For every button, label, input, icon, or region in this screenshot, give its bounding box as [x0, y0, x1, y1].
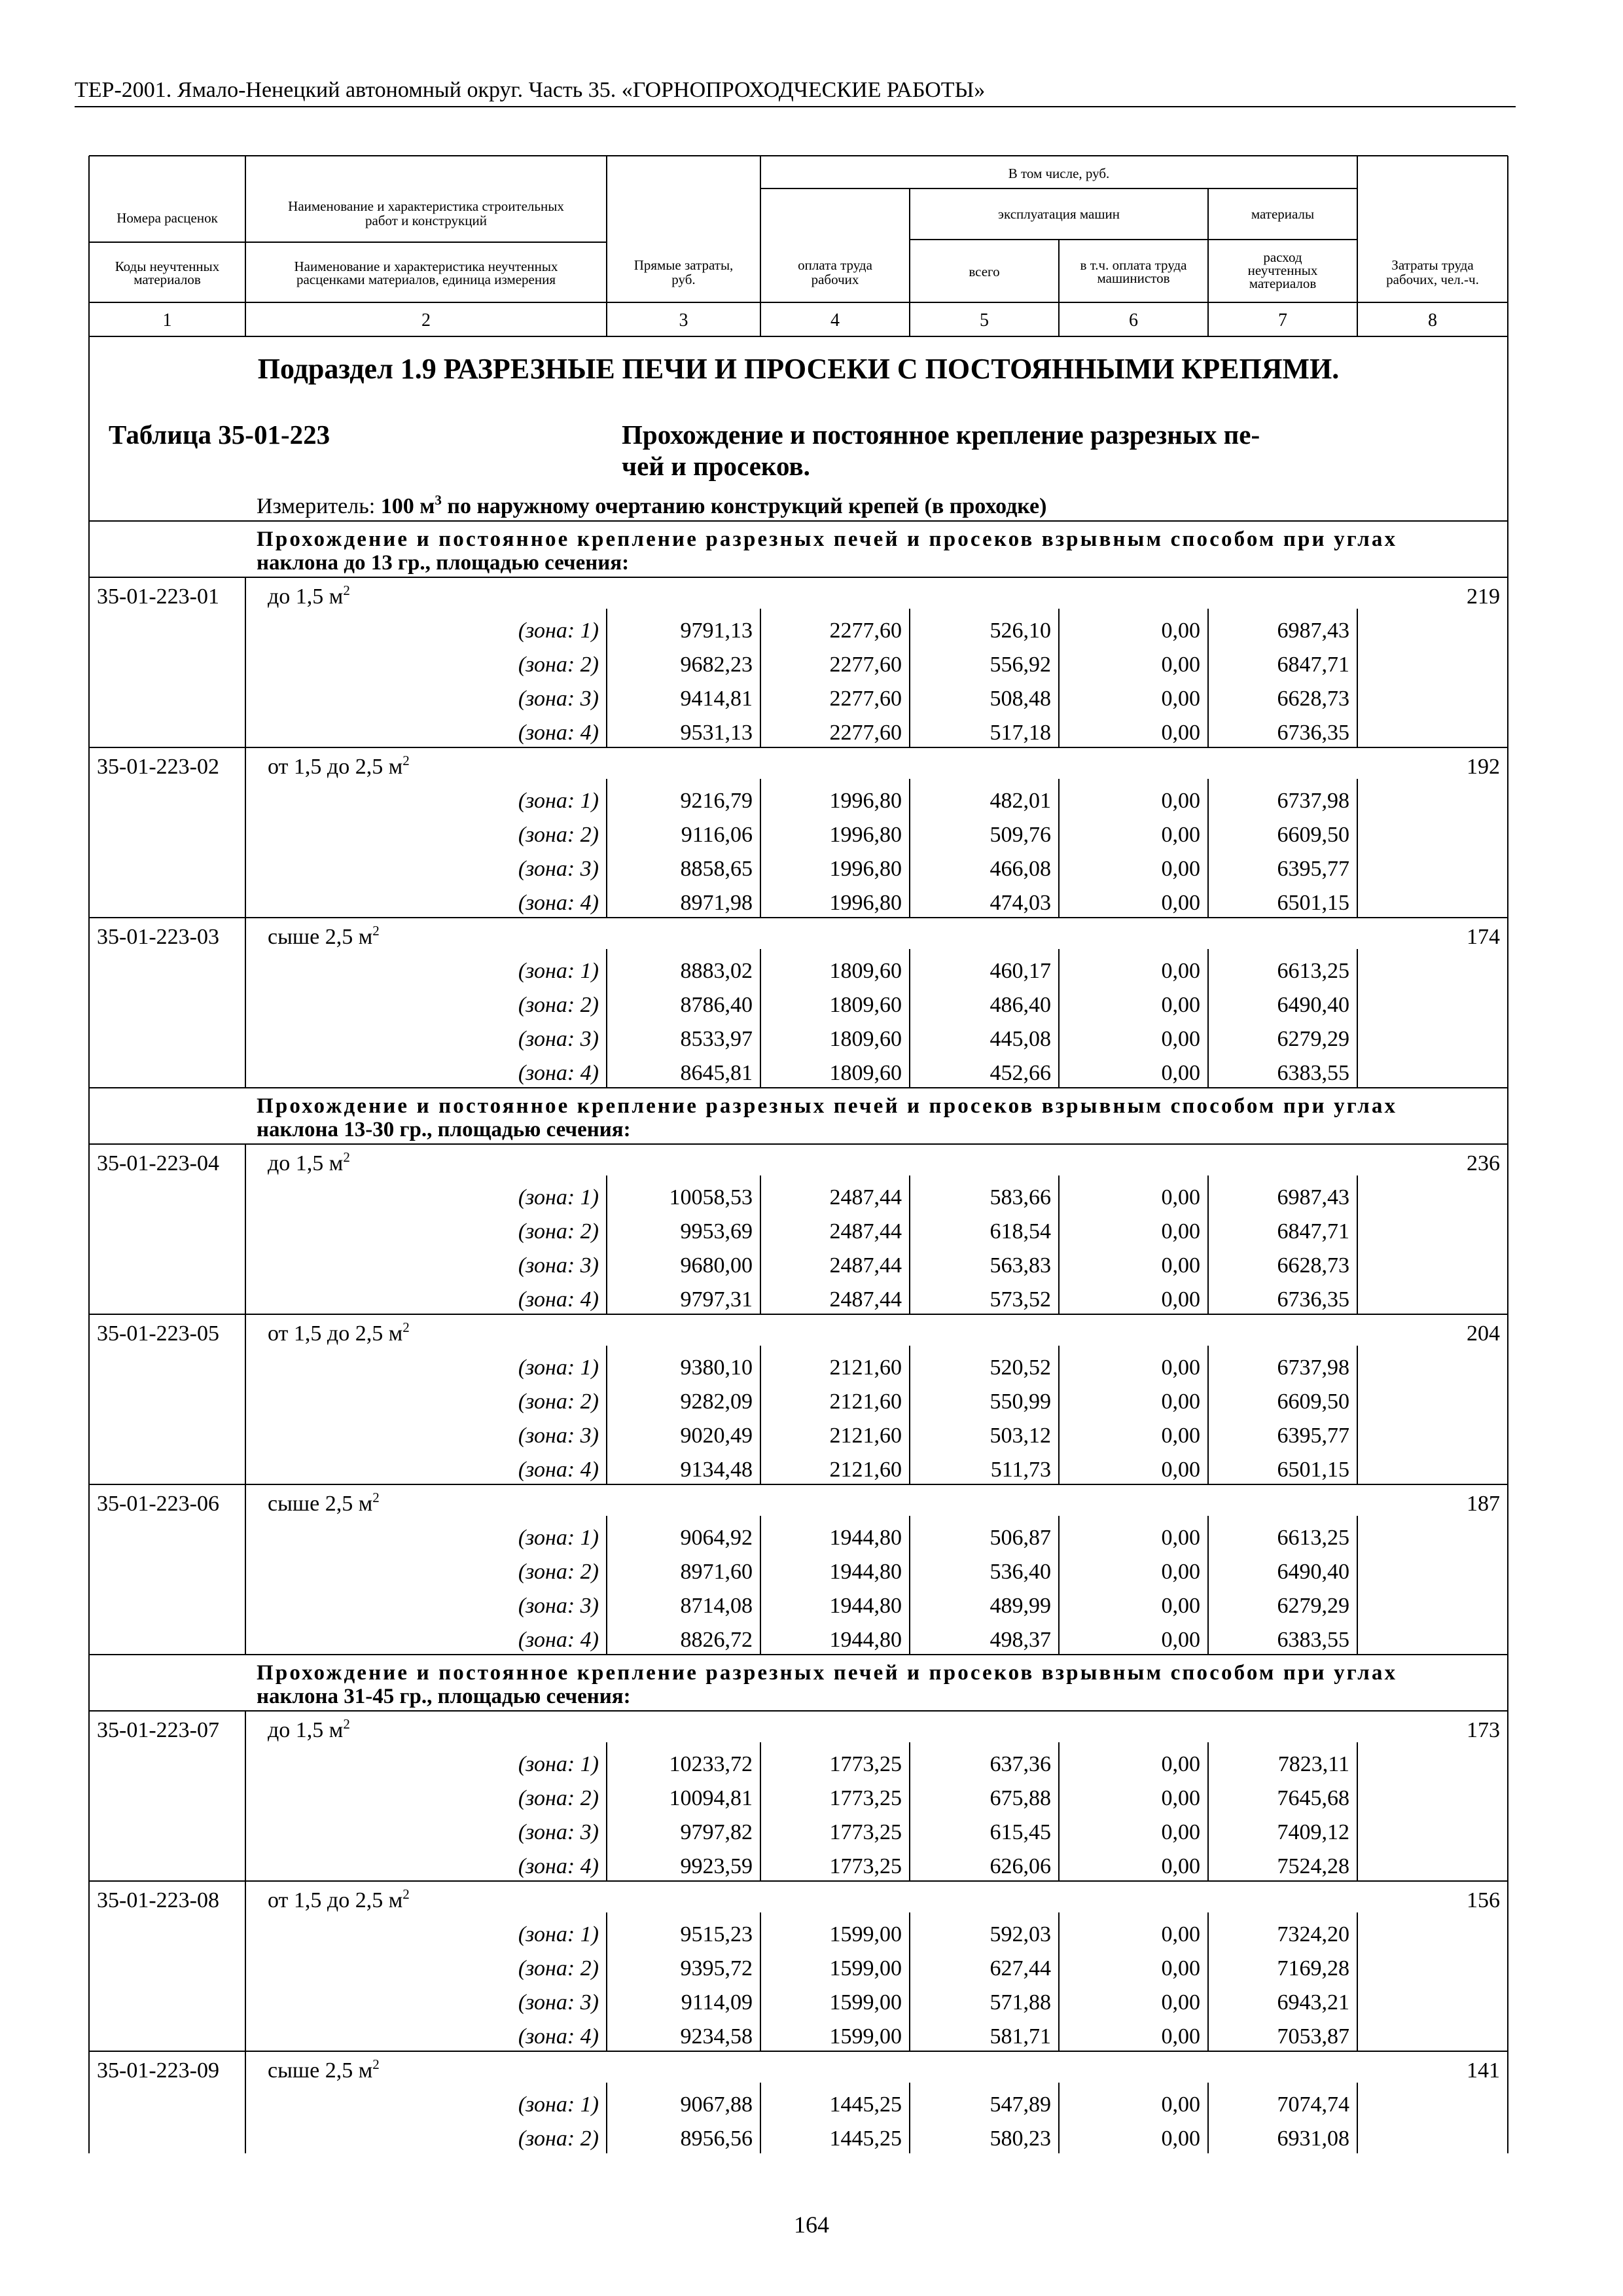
cost-value: 2121,60: [829, 1355, 902, 1380]
cost-value: 9531,13: [680, 721, 753, 745]
zone-label: (зона: 2): [518, 1956, 599, 1981]
zone-label: (зона: 1): [518, 619, 599, 643]
cost-value: 0,00: [1161, 1390, 1200, 1414]
cost-value: 9067,88: [680, 2092, 753, 2117]
zone-label: (зона: 3): [518, 687, 599, 711]
cost-value: 8645,81: [680, 1061, 753, 1085]
column-number: 8: [1428, 310, 1437, 331]
cost-value: 6501,15: [1277, 891, 1349, 915]
cost-value: 7524,28: [1277, 1854, 1349, 1878]
header-unaccounted-materials: расход: [1263, 249, 1302, 265]
cost-value: 9395,72: [680, 1956, 753, 1981]
cost-value: 1445,25: [829, 2092, 902, 2117]
cost-value: 1599,00: [829, 1956, 902, 1981]
cost-value: 675,88: [990, 1786, 1051, 1810]
section-size: до 1,5 $м^2$: [268, 1149, 350, 1175]
header-labor-costs: рабочих, чел.-ч.: [1386, 272, 1479, 287]
cost-value: 1944,80: [829, 1628, 902, 1652]
unit-of-measure: Измеритель: 100 $м^3$ по наружному очертанию конструкций крепей (в проходке): [257, 492, 1047, 518]
zone-label: (зона: 2): [518, 1560, 599, 1584]
cost-value: 6490,40: [1277, 993, 1349, 1017]
section-title: Подраздел 1.9 РАЗРЕЗНЫЕ ПЕЧИ И ПРОСЕКИ С ПОСТОЯННЫМИ КРЕПЯМИ.: [257, 353, 1340, 385]
zone-label: (зона: 1): [518, 1526, 599, 1550]
cost-value: 6736,35: [1277, 721, 1349, 745]
cost-value: 6279,29: [1277, 1594, 1349, 1618]
group-caption: наклона 13-30 гр., площадью сечения:: [257, 1118, 631, 1141]
cost-value: 0,00: [1161, 1355, 1200, 1380]
zone-label: (зона: 2): [518, 1390, 599, 1414]
cost-value: 6736,35: [1277, 1287, 1349, 1312]
cost-value: 1944,80: [829, 1594, 902, 1618]
cost-value: 9116,06: [681, 823, 753, 847]
section-size: сыше 2,5 $м^2$: [268, 2056, 380, 2083]
cost-value: 1445,25: [829, 2126, 902, 2151]
cost-value: 1809,60: [829, 959, 902, 983]
zone-label: (зона: 2): [518, 2126, 599, 2151]
cost-value: 0,00: [1161, 1424, 1200, 1448]
cost-value: 550,99: [990, 1390, 1051, 1414]
cost-value: 1944,80: [829, 1526, 902, 1550]
cost-value: 9515,23: [680, 1922, 753, 1946]
cost-value: 0,00: [1161, 2024, 1200, 2049]
cost-value: 563,83: [990, 1253, 1051, 1278]
cost-value: 9923,59: [680, 1854, 753, 1878]
cost-value: 517,18: [990, 721, 1051, 745]
cost-value: 7823,11: [1277, 1752, 1349, 1776]
column-number: 6: [1129, 310, 1138, 331]
header-machinist-pay: машинистов: [1097, 270, 1170, 286]
cost-value: 9282,09: [680, 1390, 753, 1414]
zone-label: (зона: 4): [518, 1061, 599, 1085]
cost-value: 10058,53: [669, 1185, 753, 1210]
page-header: ТЕР-2001. Ямало-Ненецкий автономный округ. Часть 35. «ГОРНОПРОХОДЧЕСКИЕ РАБОТЫ»: [75, 77, 1516, 107]
cost-value: 6501,15: [1277, 1458, 1349, 1482]
cost-value: 2277,60: [829, 619, 902, 643]
cost-value: 8786,40: [680, 993, 753, 1017]
cost-value: 573,52: [990, 1287, 1051, 1312]
cost-value: 0,00: [1161, 1990, 1200, 2015]
cost-value: 6931,08: [1277, 2126, 1349, 2151]
zone-label: (зона: 1): [518, 789, 599, 813]
cost-value: 8858,65: [680, 857, 753, 881]
header-worker-pay: рабочих: [811, 272, 859, 287]
cost-value: 0,00: [1161, 1820, 1200, 1844]
cost-value: 1773,25: [829, 1786, 902, 1810]
zone-label: (зона: 2): [518, 653, 599, 677]
cost-value: 0,00: [1161, 959, 1200, 983]
header-work-name: Наименование и характеристика строительных: [288, 198, 564, 214]
header-machine-operation: эксплуатация машин: [998, 206, 1120, 222]
cost-value: 9797,82: [680, 1820, 753, 1844]
cost-value: 506,87: [990, 1526, 1051, 1550]
cost-value: 9797,31: [680, 1287, 753, 1312]
cost-value: 460,17: [990, 959, 1051, 983]
header-materials: материалы: [1251, 206, 1315, 222]
cost-value: 618,54: [990, 1219, 1051, 1244]
labor-cost: 156: [1467, 1888, 1500, 1912]
column-number: 5: [980, 310, 989, 331]
header-work-name: работ и конструкций: [365, 213, 487, 228]
cost-value: 2277,60: [829, 721, 902, 745]
cost-value: 6609,50: [1277, 1390, 1349, 1414]
cost-value: 10233,72: [669, 1752, 753, 1776]
cost-value: 474,03: [990, 891, 1051, 915]
header-material-name: расценками материалов, единица измерения: [296, 272, 556, 287]
cost-value: 0,00: [1161, 1956, 1200, 1981]
cost-value: 7409,12: [1277, 1820, 1349, 1844]
zone-label: (зона: 2): [518, 993, 599, 1017]
cost-value: 0,00: [1161, 687, 1200, 711]
cost-value: 627,44: [990, 1956, 1051, 1981]
cost-value: 0,00: [1161, 1854, 1200, 1878]
cost-value: 9953,69: [680, 1219, 753, 1244]
zone-label: (зона: 3): [518, 1027, 599, 1051]
section-size: от 1,5 до 2,5 $м^2$: [268, 1886, 410, 1912]
cost-value: 526,10: [990, 619, 1051, 643]
header-machinist-pay: в т.ч. оплата труда: [1080, 257, 1187, 273]
cost-value: 9380,10: [680, 1355, 753, 1380]
cost-value: 6847,71: [1277, 1219, 1349, 1244]
header-material-codes: Коды неучтенных: [115, 259, 220, 274]
zone-label: (зона: 4): [518, 2024, 599, 2049]
section-size: от 1,5 до 2,5 $м^2$: [268, 1319, 410, 1346]
rate-code: 35-01-223-08: [97, 1888, 219, 1912]
cost-value: 8971,60: [680, 1560, 753, 1584]
section-size: от 1,5 до 2,5 $м^2$: [268, 753, 410, 779]
labor-cost: 187: [1467, 1492, 1500, 1516]
cost-value: 0,00: [1161, 1628, 1200, 1652]
cost-value: 1996,80: [829, 789, 902, 813]
cost-value: 7324,20: [1277, 1922, 1349, 1946]
header-direct-costs: Прямые затраты,: [633, 257, 734, 273]
rate-code: 35-01-223-09: [97, 2058, 219, 2083]
cost-value: 503,12: [990, 1424, 1051, 1448]
zone-label: (зона: 3): [518, 1594, 599, 1618]
rate-code: 35-01-223-03: [97, 925, 219, 949]
column-number: 7: [1278, 310, 1287, 331]
cost-value: 1773,25: [829, 1752, 902, 1776]
cost-value: 0,00: [1161, 721, 1200, 745]
header-material-codes: материалов: [134, 272, 201, 287]
cost-value: 6395,77: [1277, 857, 1349, 881]
cost-value: 8533,97: [680, 1027, 753, 1051]
cost-value: 0,00: [1161, 789, 1200, 813]
section-size: до 1,5 $м^2$: [268, 583, 350, 609]
cost-value: 9414,81: [680, 687, 753, 711]
cost-value: 2277,60: [829, 653, 902, 677]
cost-value: 1599,00: [829, 1990, 902, 2015]
cost-value: 1773,25: [829, 1854, 902, 1878]
header-material-name: Наименование и характеристика неучтенных: [294, 259, 558, 274]
cost-value: 592,03: [990, 1922, 1051, 1946]
group-caption: Прохождение и постоянное крепление разрезных печей и просеков взрывным способом при углах: [257, 1661, 1395, 1685]
cost-value: 511,73: [990, 1458, 1051, 1482]
cost-value: 0,00: [1161, 1458, 1200, 1482]
zone-label: (зона: 4): [518, 1854, 599, 1878]
cost-value: 6279,29: [1277, 1027, 1349, 1051]
cost-value: 7645,68: [1277, 1786, 1349, 1810]
labor-cost: 204: [1467, 1321, 1500, 1346]
cost-value: 615,45: [990, 1820, 1051, 1844]
zone-label: (зона: 1): [518, 1922, 599, 1946]
rate-code: 35-01-223-07: [97, 1718, 219, 1742]
section-size: сыше 2,5 $м^2$: [268, 1490, 380, 1516]
cost-value: 8971,98: [680, 891, 753, 915]
labor-cost: 236: [1467, 1151, 1500, 1175]
table-title: Прохождение и постоянное крепление разрезных пе-: [622, 420, 1260, 450]
header-direct-costs: руб.: [671, 272, 696, 287]
cost-value: 8883,02: [680, 959, 753, 983]
cost-value: 556,92: [990, 653, 1051, 677]
cost-value: 498,37: [990, 1628, 1051, 1652]
cost-value: 7169,28: [1277, 1956, 1349, 1981]
cost-value: 2121,60: [829, 1390, 902, 1414]
cost-value: 583,66: [990, 1185, 1051, 1210]
column-number: 4: [830, 310, 840, 331]
zone-label: (зона: 3): [518, 1990, 599, 2015]
cost-value: 6987,43: [1277, 619, 1349, 643]
group-caption: Прохождение и постоянное крепление разрезных печей и просеков взрывным способом при углах: [257, 528, 1395, 551]
column-number: 1: [162, 310, 172, 331]
cost-value: 6737,98: [1277, 1355, 1349, 1380]
cost-value: 637,36: [990, 1752, 1051, 1776]
cost-value: 536,40: [990, 1560, 1051, 1584]
header-worker-pay: оплата труда: [798, 257, 872, 273]
group-caption: наклона 31-45 гр., площадью сечения:: [257, 1685, 631, 1708]
section-size: до 1,5 $м^2$: [268, 1716, 350, 1742]
cost-value: 0,00: [1161, 1253, 1200, 1278]
cost-value: 8826,72: [680, 1628, 753, 1652]
cost-value: 6613,25: [1277, 1526, 1349, 1550]
labor-cost: 174: [1467, 925, 1500, 949]
cost-value: 9682,23: [680, 653, 753, 677]
cost-value: 0,00: [1161, 1922, 1200, 1946]
cost-value: 2121,60: [829, 1424, 902, 1448]
cost-value: 466,08: [990, 857, 1051, 881]
cost-value: 520,52: [990, 1355, 1051, 1380]
cost-value: 9234,58: [680, 2024, 753, 2049]
cost-value: 482,01: [990, 789, 1051, 813]
cost-value: 571,88: [990, 1990, 1051, 2015]
cost-value: 0,00: [1161, 1219, 1200, 1244]
cost-value: 9064,92: [680, 1526, 753, 1550]
rate-code: 35-01-223-01: [97, 584, 219, 609]
cost-value: 0,00: [1161, 1786, 1200, 1810]
zone-label: (зона: 1): [518, 2092, 599, 2117]
labor-cost: 192: [1467, 755, 1500, 779]
cost-value: 1944,80: [829, 1560, 902, 1584]
zone-label: (зона: 1): [518, 1355, 599, 1380]
cost-value: 9791,13: [680, 619, 753, 643]
labor-cost: 173: [1467, 1718, 1500, 1742]
zone-label: (зона: 3): [518, 857, 599, 881]
cost-value: 9134,48: [680, 1458, 753, 1482]
cost-value: 1809,60: [829, 1027, 902, 1051]
header-included-group: В том числе, руб.: [1008, 166, 1110, 181]
zone-label: (зона: 2): [518, 1219, 599, 1244]
cost-value: 6987,43: [1277, 1185, 1349, 1210]
cost-value: 0,00: [1161, 857, 1200, 881]
cost-value: 6383,55: [1277, 1628, 1349, 1652]
cost-value: 6628,73: [1277, 687, 1349, 711]
cost-value: 6383,55: [1277, 1061, 1349, 1085]
cost-value: 2487,44: [829, 1185, 902, 1210]
cost-value: 452,66: [990, 1061, 1051, 1085]
cost-value: 0,00: [1161, 891, 1200, 915]
cost-value: 9680,00: [680, 1253, 753, 1278]
cost-value: 1996,80: [829, 857, 902, 881]
header-labor-costs: Затраты труда: [1391, 257, 1474, 273]
column-number: 3: [679, 310, 688, 331]
header-machines-total: всего: [969, 264, 1000, 279]
header-unaccounted-materials: материалов: [1249, 276, 1317, 291]
cost-value: 0,00: [1161, 993, 1200, 1017]
cost-value: 8956,56: [680, 2126, 753, 2151]
rate-code: 35-01-223-02: [97, 755, 219, 779]
cost-value: 0,00: [1161, 1287, 1200, 1312]
cost-value: 581,71: [990, 2024, 1051, 2049]
cost-value: 489,99: [990, 1594, 1051, 1618]
zone-label: (зона: 4): [518, 1628, 599, 1652]
cost-value: 9020,49: [680, 1424, 753, 1448]
zone-label: (зона: 3): [518, 1253, 599, 1278]
cost-value: 6609,50: [1277, 823, 1349, 847]
cost-value: 0,00: [1161, 823, 1200, 847]
cost-value: 6628,73: [1277, 1253, 1349, 1278]
cost-value: 486,40: [990, 993, 1051, 1017]
cost-value: 1773,25: [829, 1820, 902, 1844]
cost-value: 10094,81: [669, 1786, 753, 1810]
header-unaccounted-materials: неучтенных: [1247, 262, 1318, 278]
table-label: Таблица 35-01-223: [109, 420, 330, 450]
cost-value: 9114,09: [681, 1990, 753, 2015]
zone-label: (зона: 1): [518, 959, 599, 983]
cost-value: 1996,80: [829, 891, 902, 915]
cost-value: 2487,44: [829, 1287, 902, 1312]
cost-value: 1809,60: [829, 1061, 902, 1085]
cost-value: 0,00: [1161, 1027, 1200, 1051]
cost-value: 580,23: [990, 2126, 1051, 2151]
cost-value: 1996,80: [829, 823, 902, 847]
rate-code: 35-01-223-04: [97, 1151, 219, 1175]
cost-value: 0,00: [1161, 1061, 1200, 1085]
table-title: чей и просеков.: [622, 451, 810, 481]
cost-value: 2487,44: [829, 1219, 902, 1244]
header-rate-number: Номера расценок: [116, 210, 218, 226]
cost-value: 1599,00: [829, 1922, 902, 1946]
cost-value: 6613,25: [1277, 959, 1349, 983]
cost-value: 6737,98: [1277, 789, 1349, 813]
cost-value: 1599,00: [829, 2024, 902, 2049]
cost-value: 6847,71: [1277, 653, 1349, 677]
zone-label: (зона: 1): [518, 1752, 599, 1776]
cost-value: 7053,87: [1277, 2024, 1349, 2049]
cost-value: 0,00: [1161, 1752, 1200, 1776]
column-number: 2: [421, 310, 431, 331]
cost-value: 508,48: [990, 687, 1051, 711]
cost-value: 6490,40: [1277, 1560, 1349, 1584]
zone-label: (зона: 3): [518, 1424, 599, 1448]
cost-value: 0,00: [1161, 2126, 1200, 2151]
cost-value: 0,00: [1161, 1526, 1200, 1550]
section-size: сыше 2,5 $м^2$: [268, 923, 380, 949]
zone-label: (зона: 4): [518, 1458, 599, 1482]
group-caption: наклона до 13 гр., площадью сечения:: [257, 551, 630, 575]
cost-value: 6943,21: [1277, 1990, 1349, 2015]
cost-value: 2277,60: [829, 687, 902, 711]
cost-value: 547,89: [990, 2092, 1051, 2117]
zone-label: (зона: 4): [518, 1287, 599, 1312]
zone-label: (зона: 3): [518, 1820, 599, 1844]
zone-label: (зона: 4): [518, 721, 599, 745]
cost-value: 7074,74: [1277, 2092, 1349, 2117]
page-number: 164: [794, 2212, 829, 2238]
cost-value: 0,00: [1161, 2092, 1200, 2117]
cost-value: 2487,44: [829, 1253, 902, 1278]
rate-code: 35-01-223-06: [97, 1492, 219, 1516]
cost-value: 509,76: [990, 823, 1051, 847]
cost-value: 445,08: [990, 1027, 1051, 1051]
cost-value: 2121,60: [829, 1458, 902, 1482]
zone-label: (зона: 2): [518, 1786, 599, 1810]
cost-value: 0,00: [1161, 1560, 1200, 1584]
labor-cost: 141: [1467, 2058, 1500, 2083]
cost-value: 626,06: [990, 1854, 1051, 1878]
cost-value: 0,00: [1161, 1594, 1200, 1618]
zone-label: (зона: 4): [518, 891, 599, 915]
labor-cost: 219: [1467, 584, 1500, 609]
zone-label: (зона: 1): [518, 1185, 599, 1210]
group-caption: Прохождение и постоянное крепление разрезных печей и просеков взрывным способом при углах: [257, 1094, 1395, 1118]
cost-value: 8714,08: [680, 1594, 753, 1618]
cost-value: 0,00: [1161, 1185, 1200, 1210]
rate-code: 35-01-223-05: [97, 1321, 219, 1346]
zone-label: (зона: 2): [518, 823, 599, 847]
cost-value: 6395,77: [1277, 1424, 1349, 1448]
cost-value: 0,00: [1161, 653, 1200, 677]
cost-value: 9216,79: [680, 789, 753, 813]
cost-value: 0,00: [1161, 619, 1200, 643]
cost-value: 1809,60: [829, 993, 902, 1017]
